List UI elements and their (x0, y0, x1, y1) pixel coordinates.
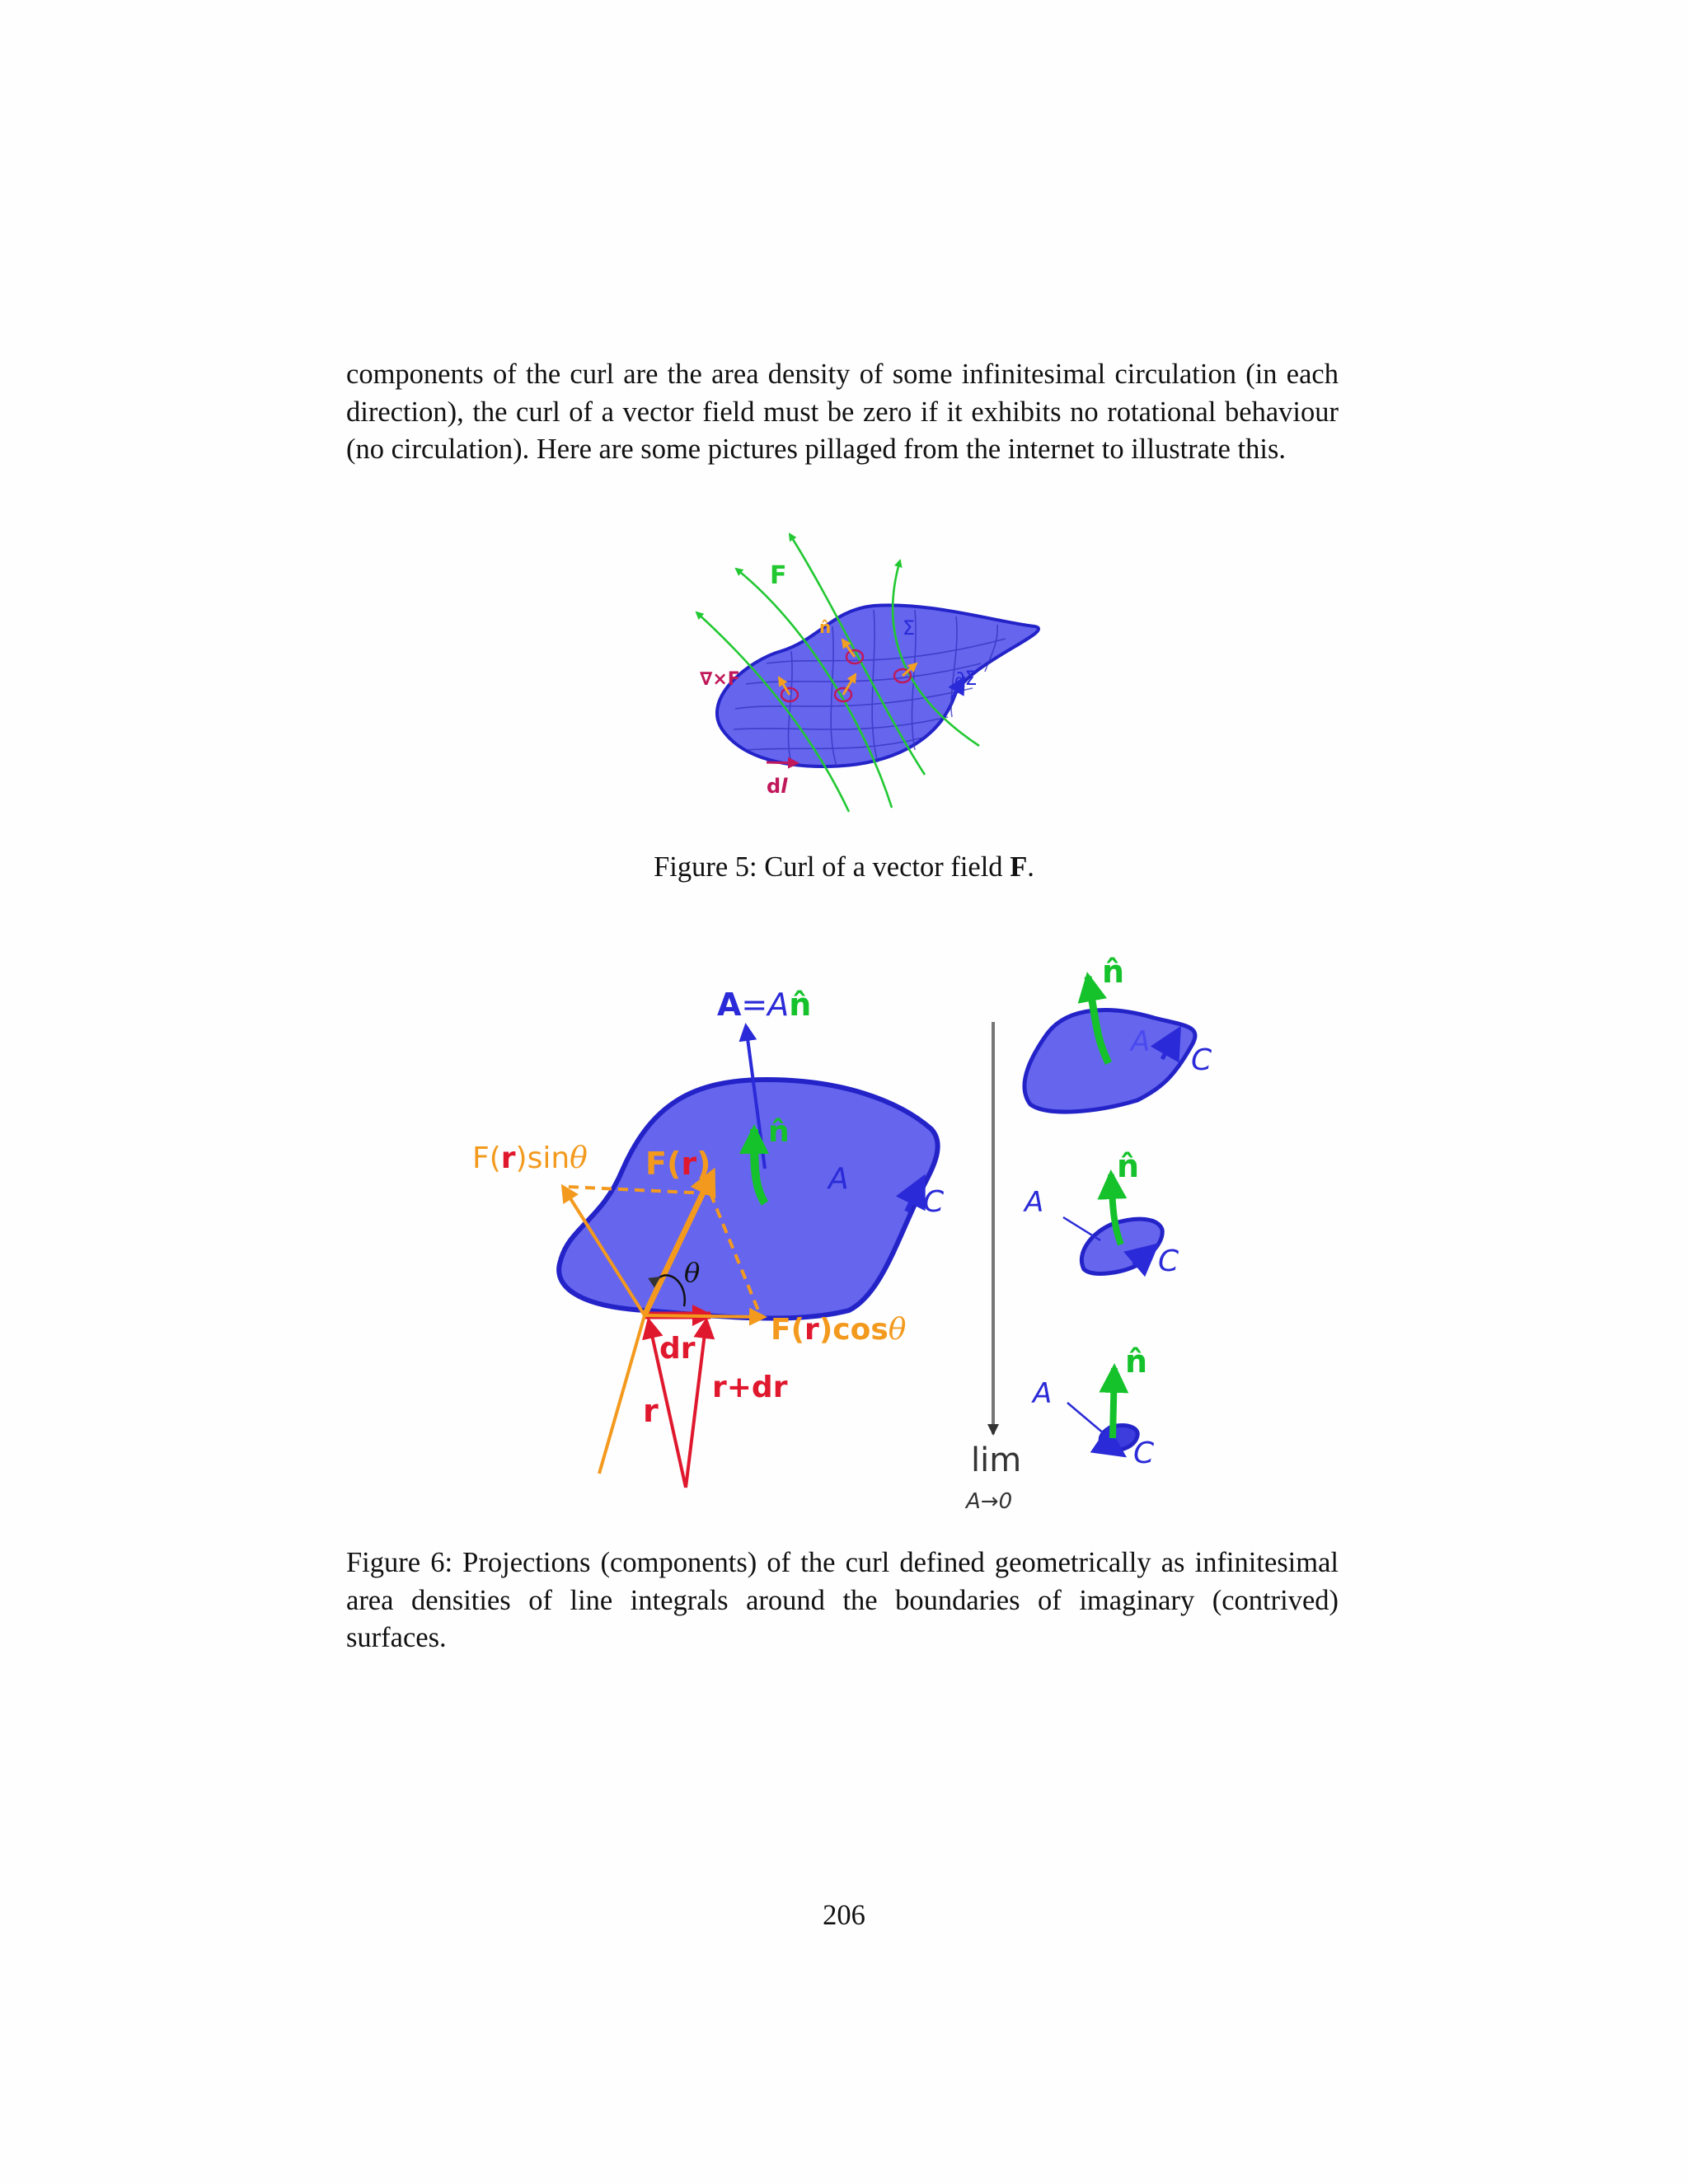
label-F-r: F(r) (645, 1146, 711, 1182)
label-curve-2: C (1158, 1244, 1179, 1278)
label-area-1: A (1131, 1025, 1151, 1058)
label-dl: dl (767, 775, 788, 798)
label-main-area: A (828, 1162, 849, 1196)
label-F: F (770, 561, 787, 590)
label-theta: θ (684, 1257, 701, 1288)
label-r: r (643, 1393, 659, 1429)
figure-5-caption: Figure 5: Curl of a vector field F. (654, 851, 1034, 883)
small-normal-3 (1113, 1368, 1114, 1438)
page-number: 206 (823, 1900, 865, 1931)
label-sigma: Σ (903, 616, 916, 640)
label-r-plus-dr: r+dr (712, 1371, 788, 1404)
label-lim-sub: A→0 (966, 1489, 1013, 1514)
label-A-equals-An: A=An̂ (717, 987, 812, 1023)
label-nhat-3: n̂ (1125, 1343, 1148, 1380)
body-paragraph: components of the curl are the area density of some infinitesimal circulation (in each direction), the curl of a vector field must be zero if it exhibits no rotational behaviour (no circulation). Here are some pictures pillaged from the internet to illustrate this. (346, 359, 1339, 465)
label-F-cos-theta: F(r)cosθ (771, 1313, 907, 1347)
label-nhat-2: n̂ (1117, 1148, 1140, 1184)
label-boundary: ∂Σ (954, 667, 978, 690)
label-main-curve: C (923, 1185, 945, 1219)
label-curl-F: ∇×F (700, 669, 740, 690)
small-surface-3 (1100, 1426, 1137, 1451)
label-area-2: A (1025, 1186, 1044, 1219)
label-lim: lim (971, 1441, 1022, 1479)
main-surface (559, 1080, 938, 1319)
label-curve-1: C (1191, 1043, 1212, 1077)
orange-tail (599, 1315, 645, 1474)
leader-A-2 (1063, 1217, 1100, 1240)
label-nhat: n̂ (819, 617, 832, 637)
label-dr: dr (659, 1332, 696, 1366)
figure-6-caption: Figure 6: Projections (components) of the curl defined geometrically as infinitesimal area densities of line integrals around the boundaries of imaginary (contrived) surfaces. (346, 1547, 1339, 1653)
label-main-nhat: n̂ (768, 1115, 790, 1149)
label-F-sin-theta: F(r)sinθ (472, 1141, 588, 1175)
leader-A-3 (1067, 1403, 1104, 1434)
label-area-3: A (1033, 1377, 1053, 1410)
vector-F-cos (645, 1315, 764, 1317)
label-nhat-1: n̂ (1102, 954, 1125, 990)
label-curve-3: C (1133, 1436, 1155, 1470)
small-surface-2 (1081, 1219, 1162, 1273)
